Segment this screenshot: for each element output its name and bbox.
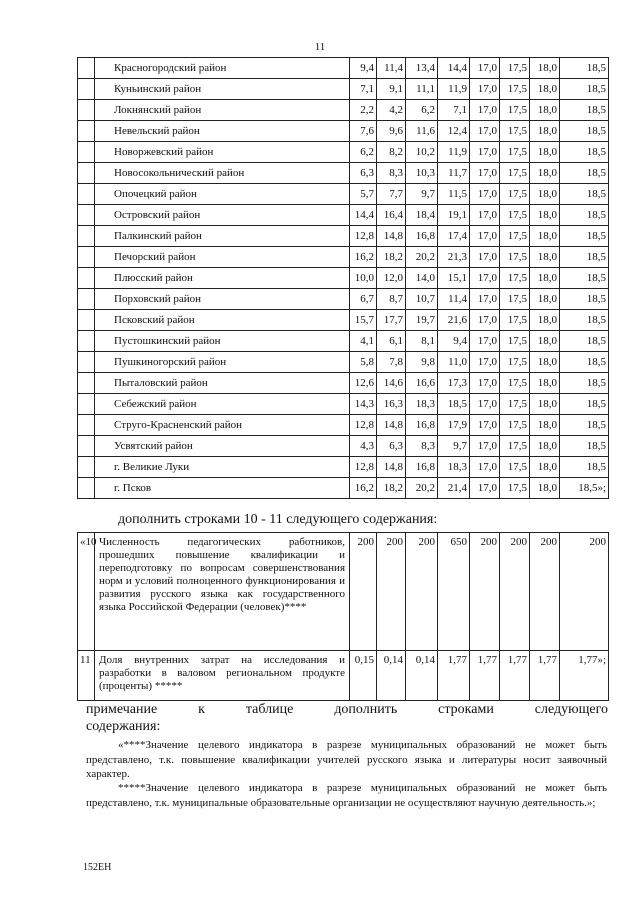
district-name: г. Псков xyxy=(95,478,350,499)
value-cell: 18,0 xyxy=(530,373,560,394)
value-cell: 18,5 xyxy=(560,121,609,142)
table-row xyxy=(78,205,609,226)
value-cell: 18,5 xyxy=(560,142,609,163)
value-cell: 17,5 xyxy=(500,331,530,352)
value-cell: 7,8 xyxy=(377,352,406,373)
value-cell: 15,7 xyxy=(350,310,377,331)
district-name: Пустошкинский район xyxy=(95,331,350,352)
value-cell: 18,5 xyxy=(438,394,470,415)
value-cell: 11,4 xyxy=(438,289,470,310)
value-cell: 1,77 xyxy=(470,651,500,701)
value-cell: 17,5 xyxy=(500,373,530,394)
value-cell: 21,3 xyxy=(438,247,470,268)
value-cell: 10,0 xyxy=(350,268,377,289)
value-cell: 18,0 xyxy=(530,352,560,373)
value-cell: 18,5 xyxy=(560,247,609,268)
value-cell: 17,3 xyxy=(438,373,470,394)
value-cell: 200 xyxy=(470,533,500,651)
value-cell: 5,7 xyxy=(350,184,377,205)
value-cell: 18,5 xyxy=(560,457,609,478)
value-cell: 18,0 xyxy=(530,121,560,142)
value-cell: 15,1 xyxy=(438,268,470,289)
value-cell: 12,4 xyxy=(438,121,470,142)
value-cell: 19,1 xyxy=(438,205,470,226)
table-row xyxy=(78,394,609,415)
value-cell: 7,1 xyxy=(350,79,377,100)
value-cell: 6,2 xyxy=(350,142,377,163)
value-cell: 17,0 xyxy=(470,310,500,331)
value-cell: 11,9 xyxy=(438,79,470,100)
value-cell: 9,7 xyxy=(438,436,470,457)
value-cell: 16,8 xyxy=(406,226,438,247)
district-name: Локнянский район xyxy=(95,100,350,121)
value-cell: 18,2 xyxy=(377,478,406,499)
indicators-table xyxy=(77,532,609,701)
table-row xyxy=(78,436,609,457)
value-cell: 1,77 xyxy=(530,651,560,701)
row-number: «10 xyxy=(78,533,95,651)
row-index-cell xyxy=(78,268,95,289)
district-name: Опочецкий район xyxy=(95,184,350,205)
value-cell: 17,5 xyxy=(500,436,530,457)
value-cell: 18,0 xyxy=(530,58,560,79)
value-cell: 17,0 xyxy=(470,205,500,226)
district-name: Струго-Красненский район xyxy=(95,415,350,436)
value-cell: 8,3 xyxy=(377,163,406,184)
value-cell: 17,0 xyxy=(470,58,500,79)
value-cell: 17,0 xyxy=(470,478,500,499)
row-index-cell xyxy=(78,289,95,310)
value-cell: 17,0 xyxy=(470,121,500,142)
indicator-text: Численность педагогических работников, прошедших повышение квалификации и переподготовку по вопросам совершенствования норм и условий полноценного функционирования и развития русского языка как государственного языка Российской Федерации (человек)**** xyxy=(95,533,350,651)
value-cell: 18,0 xyxy=(530,436,560,457)
page-number: 11 xyxy=(314,41,326,53)
row-index-cell xyxy=(78,184,95,205)
row-index-cell xyxy=(78,121,95,142)
value-cell: 17,5 xyxy=(500,268,530,289)
value-cell: 18,0 xyxy=(530,394,560,415)
value-cell: 17,5 xyxy=(500,352,530,373)
value-cell: 13,4 xyxy=(406,58,438,79)
value-cell: 6,2 xyxy=(406,100,438,121)
row-index-cell xyxy=(78,373,95,394)
value-cell: 1,77»; xyxy=(560,651,609,701)
value-cell: 18,5 xyxy=(560,310,609,331)
value-cell: 21,4 xyxy=(438,478,470,499)
table-row xyxy=(78,142,609,163)
value-cell: 8,2 xyxy=(377,142,406,163)
value-cell: 4,3 xyxy=(350,436,377,457)
value-cell: 18,5 xyxy=(560,79,609,100)
value-cell: 17,0 xyxy=(470,184,500,205)
value-cell: 17,5 xyxy=(500,79,530,100)
district-name: Невельский район xyxy=(95,121,350,142)
value-cell: 9,1 xyxy=(377,79,406,100)
value-cell: 17,5 xyxy=(500,310,530,331)
value-cell: 18,5 xyxy=(560,352,609,373)
value-cell: 18,5 xyxy=(560,331,609,352)
district-name: Новосокольнический район xyxy=(95,163,350,184)
value-cell: 14,8 xyxy=(377,457,406,478)
value-cell: 17,0 xyxy=(470,100,500,121)
value-cell: 14,8 xyxy=(377,415,406,436)
footer-code: 152ЕН xyxy=(83,862,112,873)
value-cell: 4,2 xyxy=(377,100,406,121)
value-cell: 18,0 xyxy=(530,205,560,226)
value-cell: 18,3 xyxy=(406,394,438,415)
value-cell: 14,6 xyxy=(377,373,406,394)
value-cell: 14,4 xyxy=(350,205,377,226)
supplement-lead: дополнить строками 10 - 11 следующего содержания: xyxy=(118,512,438,527)
row-index-cell xyxy=(78,79,95,100)
value-cell: 8,7 xyxy=(377,289,406,310)
value-cell: 11,4 xyxy=(377,58,406,79)
table-row xyxy=(78,415,609,436)
value-cell: 18,5 xyxy=(560,100,609,121)
value-cell: 6,3 xyxy=(350,163,377,184)
table-row xyxy=(78,184,609,205)
value-cell: 9,6 xyxy=(377,121,406,142)
row-index-cell xyxy=(78,205,95,226)
districts-table xyxy=(77,57,609,499)
value-cell: 18,5»; xyxy=(560,478,609,499)
value-cell: 200 xyxy=(560,533,609,651)
value-cell: 21,6 xyxy=(438,310,470,331)
table-row xyxy=(78,121,609,142)
note-heading-line2: содержания: xyxy=(86,719,161,734)
value-cell: 12,8 xyxy=(350,415,377,436)
value-cell: 18,0 xyxy=(530,100,560,121)
value-cell: 17,5 xyxy=(500,415,530,436)
value-cell: 10,2 xyxy=(406,142,438,163)
district-name: Палкинский район xyxy=(95,226,350,247)
value-cell: 18,5 xyxy=(560,226,609,247)
value-cell: 16,2 xyxy=(350,247,377,268)
value-cell: 17,5 xyxy=(500,142,530,163)
value-cell: 17,5 xyxy=(500,58,530,79)
value-cell: 18,5 xyxy=(560,289,609,310)
value-cell: 16,3 xyxy=(377,394,406,415)
table-row xyxy=(78,478,609,499)
value-cell: 8,1 xyxy=(406,331,438,352)
value-cell: 17,5 xyxy=(500,457,530,478)
note-heading-line1: примечание к таблице дополнить строками следующего xyxy=(86,702,608,717)
table-row xyxy=(78,268,609,289)
value-cell: 200 xyxy=(350,533,377,651)
district-name: Порховский район xyxy=(95,289,350,310)
value-cell: 20,2 xyxy=(406,247,438,268)
value-cell: 7,1 xyxy=(438,100,470,121)
value-cell: 17,5 xyxy=(500,226,530,247)
value-cell: 200 xyxy=(406,533,438,651)
district-name: Плюсский район xyxy=(95,268,350,289)
value-cell: 18,5 xyxy=(560,415,609,436)
value-cell: 17,0 xyxy=(470,226,500,247)
table-row xyxy=(78,373,609,394)
table-row xyxy=(78,226,609,247)
value-cell: 6,7 xyxy=(350,289,377,310)
value-cell: 17,0 xyxy=(470,457,500,478)
value-cell: 18,0 xyxy=(530,331,560,352)
value-cell: 18,3 xyxy=(438,457,470,478)
value-cell: 12,0 xyxy=(377,268,406,289)
value-cell: 16,8 xyxy=(406,415,438,436)
table-row xyxy=(78,247,609,268)
district-name: Пушкиногорский район xyxy=(95,352,350,373)
value-cell: 18,5 xyxy=(560,394,609,415)
value-cell: 18,5 xyxy=(560,436,609,457)
value-cell: 11,6 xyxy=(406,121,438,142)
table-row xyxy=(78,310,609,331)
value-cell: 9,7 xyxy=(406,184,438,205)
value-cell: 200 xyxy=(530,533,560,651)
value-cell: 17,0 xyxy=(470,436,500,457)
value-cell: 18,0 xyxy=(530,457,560,478)
indicator-text: Доля внутренних затрат на исследования и разработки в валовом региональном продукте (проценты) ***** xyxy=(95,651,350,701)
value-cell: 17,0 xyxy=(470,142,500,163)
value-cell: 0,14 xyxy=(406,651,438,701)
district-name: г. Великие Луки xyxy=(95,457,350,478)
value-cell: 18,0 xyxy=(530,79,560,100)
value-cell: 17,7 xyxy=(377,310,406,331)
value-cell: 8,3 xyxy=(406,436,438,457)
value-cell: 18,0 xyxy=(530,142,560,163)
value-cell: 17,0 xyxy=(470,394,500,415)
value-cell: 17,5 xyxy=(500,247,530,268)
district-name: Островский район xyxy=(95,205,350,226)
value-cell: 18,5 xyxy=(560,268,609,289)
value-cell: 12,8 xyxy=(350,226,377,247)
district-name: Пыталовский район xyxy=(95,373,350,394)
value-cell: 18,4 xyxy=(406,205,438,226)
value-cell: 6,1 xyxy=(377,331,406,352)
value-cell: 9,4 xyxy=(438,331,470,352)
value-cell: 0,14 xyxy=(377,651,406,701)
value-cell: 10,7 xyxy=(406,289,438,310)
table-row xyxy=(78,289,609,310)
row-index-cell xyxy=(78,310,95,331)
value-cell: 7,6 xyxy=(350,121,377,142)
value-cell: 7,7 xyxy=(377,184,406,205)
value-cell: 20,2 xyxy=(406,478,438,499)
value-cell: 18,0 xyxy=(530,247,560,268)
value-cell: 17,5 xyxy=(500,205,530,226)
district-name: Куньинский район xyxy=(95,79,350,100)
row-index-cell xyxy=(78,331,95,352)
value-cell: 18,0 xyxy=(530,226,560,247)
value-cell: 5,8 xyxy=(350,352,377,373)
value-cell: 17,4 xyxy=(438,226,470,247)
value-cell: 18,2 xyxy=(377,247,406,268)
value-cell: 17,0 xyxy=(470,247,500,268)
table-row xyxy=(78,533,609,651)
value-cell: 19,7 xyxy=(406,310,438,331)
table-row xyxy=(78,58,609,79)
table-row xyxy=(78,163,609,184)
value-cell: 17,5 xyxy=(500,121,530,142)
value-cell: 18,0 xyxy=(530,268,560,289)
row-index-cell xyxy=(78,247,95,268)
value-cell: 11,7 xyxy=(438,163,470,184)
value-cell: 16,2 xyxy=(350,478,377,499)
value-cell: 17,0 xyxy=(470,163,500,184)
value-cell: 9,4 xyxy=(350,58,377,79)
value-cell: 200 xyxy=(377,533,406,651)
value-cell: 11,1 xyxy=(406,79,438,100)
value-cell: 18,5 xyxy=(560,184,609,205)
value-cell: 11,9 xyxy=(438,142,470,163)
value-cell: 11,0 xyxy=(438,352,470,373)
table-row xyxy=(78,331,609,352)
value-cell: 0,15 xyxy=(350,651,377,701)
note-paragraph-2: *****Значение целевого индикатора в разрезе муниципальных образований не может быть представлено, т.к. муниципальные образовательные организации не осуществляют научную деятельность.»; xyxy=(86,782,607,809)
value-cell: 18,0 xyxy=(530,184,560,205)
value-cell: 16,8 xyxy=(406,457,438,478)
value-cell: 4,1 xyxy=(350,331,377,352)
value-cell: 14,4 xyxy=(438,58,470,79)
district-name: Печорский район xyxy=(95,247,350,268)
value-cell: 650 xyxy=(438,533,470,651)
row-index-cell xyxy=(78,163,95,184)
value-cell: 18,0 xyxy=(530,310,560,331)
value-cell: 18,5 xyxy=(560,58,609,79)
row-index-cell xyxy=(78,436,95,457)
value-cell: 12,6 xyxy=(350,373,377,394)
row-index-cell xyxy=(78,478,95,499)
note-heading xyxy=(86,701,608,735)
value-cell: 16,4 xyxy=(377,205,406,226)
district-name: Себежский район xyxy=(95,394,350,415)
value-cell: 18,5 xyxy=(560,373,609,394)
value-cell: 200 xyxy=(500,533,530,651)
table-row xyxy=(78,79,609,100)
value-cell: 17,9 xyxy=(438,415,470,436)
value-cell: 17,5 xyxy=(500,184,530,205)
row-index-cell xyxy=(78,100,95,121)
value-cell: 17,0 xyxy=(470,415,500,436)
row-index-cell xyxy=(78,415,95,436)
row-index-cell xyxy=(78,142,95,163)
district-name: Красногородский район xyxy=(95,58,350,79)
value-cell: 17,0 xyxy=(470,268,500,289)
value-cell: 1,77 xyxy=(500,651,530,701)
value-cell: 18,0 xyxy=(530,478,560,499)
value-cell: 17,5 xyxy=(500,100,530,121)
value-cell: 17,0 xyxy=(470,331,500,352)
value-cell: 2,2 xyxy=(350,100,377,121)
row-index-cell xyxy=(78,58,95,79)
value-cell: 12,8 xyxy=(350,457,377,478)
value-cell: 14,0 xyxy=(406,268,438,289)
value-cell: 14,3 xyxy=(350,394,377,415)
table-row xyxy=(78,651,609,701)
note-paragraph-1: «****Значение целевого индикатора в разрезе муниципальных образований не может быть представлено, т.к. повышение квалификации учителей русского языка и литературы носит заявочный характер. xyxy=(86,739,607,780)
value-cell: 17,5 xyxy=(500,289,530,310)
row-index-cell xyxy=(78,457,95,478)
value-cell: 18,0 xyxy=(530,289,560,310)
value-cell: 18,0 xyxy=(530,163,560,184)
row-index-cell xyxy=(78,226,95,247)
table-row xyxy=(78,457,609,478)
value-cell: 17,0 xyxy=(470,289,500,310)
table-row xyxy=(78,352,609,373)
value-cell: 10,3 xyxy=(406,163,438,184)
value-cell: 1,77 xyxy=(438,651,470,701)
value-cell: 16,6 xyxy=(406,373,438,394)
value-cell: 9,8 xyxy=(406,352,438,373)
value-cell: 17,0 xyxy=(470,79,500,100)
value-cell: 17,5 xyxy=(500,394,530,415)
value-cell: 18,0 xyxy=(530,415,560,436)
value-cell: 17,5 xyxy=(500,478,530,499)
row-number: 11 xyxy=(78,651,95,701)
value-cell: 14,8 xyxy=(377,226,406,247)
value-cell: 18,5 xyxy=(560,205,609,226)
value-cell: 6,3 xyxy=(377,436,406,457)
district-name: Новоржевский район xyxy=(95,142,350,163)
value-cell: 17,5 xyxy=(500,163,530,184)
table-row xyxy=(78,100,609,121)
row-index-cell xyxy=(78,394,95,415)
value-cell: 11,5 xyxy=(438,184,470,205)
value-cell: 17,0 xyxy=(470,373,500,394)
district-name: Усвятский район xyxy=(95,436,350,457)
row-index-cell xyxy=(78,352,95,373)
value-cell: 17,0 xyxy=(470,352,500,373)
value-cell: 18,5 xyxy=(560,163,609,184)
district-name: Псковский район xyxy=(95,310,350,331)
